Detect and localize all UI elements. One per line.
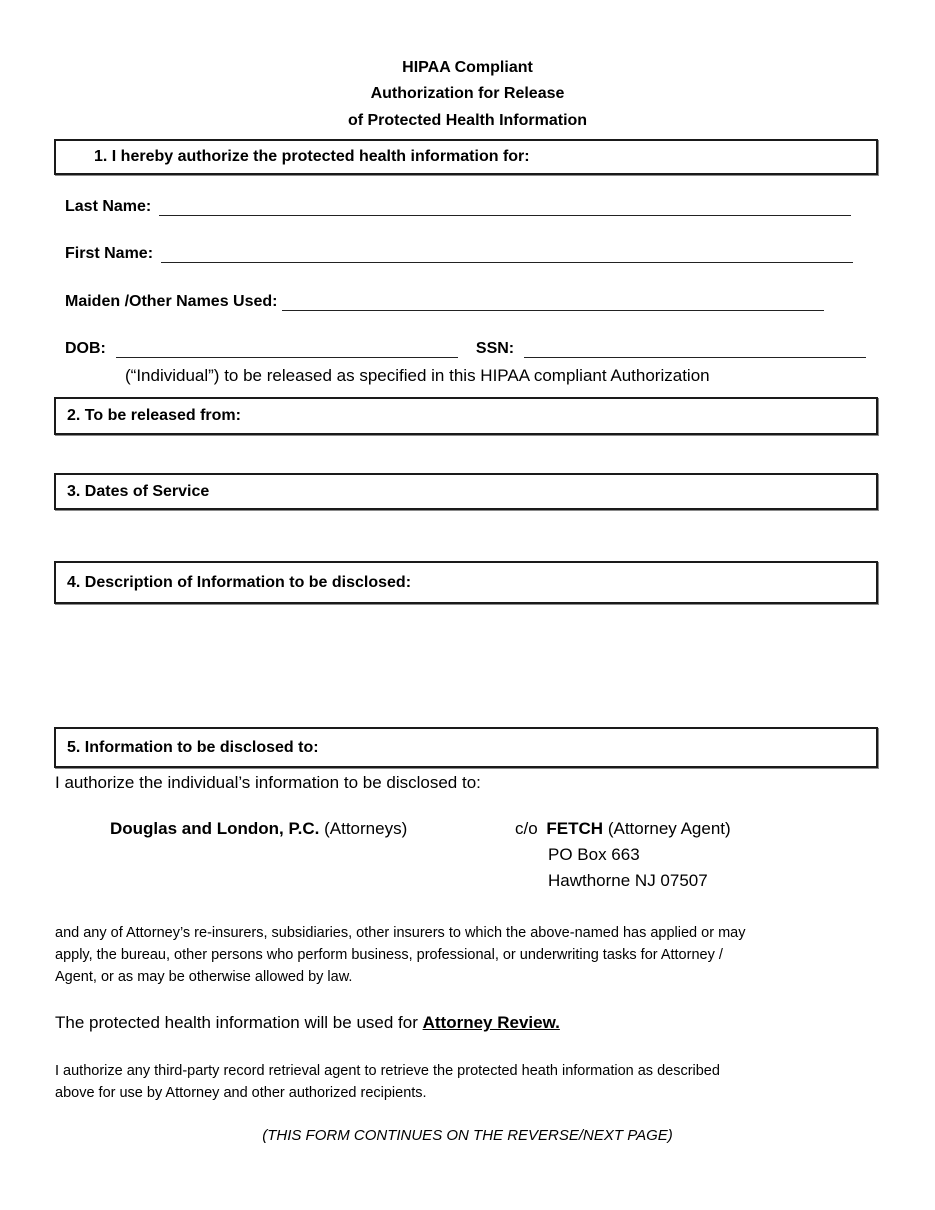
first-name-label: First Name: <box>65 245 154 262</box>
section-4-header <box>54 561 878 604</box>
purpose-statement <box>55 1013 560 1033</box>
ssn-field[interactable] <box>524 342 866 358</box>
maiden-name-field[interactable] <box>282 295 824 311</box>
section-2-header <box>54 397 878 435</box>
insurers-paragraph-line3: Agent, or as may be otherwise allowed by law. <box>55 969 353 985</box>
agent-address-line2: Hawthorne NJ 07507 <box>548 871 708 890</box>
purpose-value: Attorney Review. <box>422 1013 560 1032</box>
purpose-prefix: The protected health information will be used for <box>55 1013 423 1032</box>
dob-field[interactable] <box>116 342 458 358</box>
continues-note: (THIS FORM CONTINUES ON THE REVERSE/NEXT PAGE) <box>262 1127 673 1144</box>
section-4-heading: 4. Description of Information to be disclosed: <box>67 573 412 591</box>
dob-ssn-row <box>65 340 866 358</box>
section-5-header <box>54 727 878 768</box>
section-1-header <box>54 139 878 175</box>
section-5-heading: 5. Information to be disclosed to: <box>67 738 319 756</box>
third-party-line1: I authorize any third-party record retrieval agent to retrieve the protected heath information as described <box>55 1063 720 1079</box>
maiden-name-row <box>65 293 824 311</box>
section-3-heading: 3. Dates of Service <box>67 482 210 500</box>
form-title-line3: of Protected Health Information <box>347 112 588 129</box>
information-description-field[interactable] <box>54 608 878 723</box>
dob-label: DOB: <box>65 340 106 357</box>
insurers-paragraph-line2: apply, the bureau, other persons who perform business, professional, or underwriting tasks for Attorney / <box>55 947 723 963</box>
section-2-heading: 2. To be released from: <box>67 407 241 424</box>
section-3-header <box>54 473 878 510</box>
agent-name: FETCH <box>546 819 604 838</box>
maiden-name-label: Maiden /Other Names Used: <box>65 293 278 310</box>
last-name-row <box>65 198 851 216</box>
form-title-line2: Authorization for Release <box>370 85 565 102</box>
agent-role: (Attorney Agent) <box>607 819 731 838</box>
agent-block <box>515 819 731 839</box>
section-1-heading: 1. I hereby authorize the protected health information for: <box>94 148 530 165</box>
ssn-label: SSN: <box>475 340 515 357</box>
last-name-label: Last Name: <box>65 198 152 215</box>
agent-prefix: c/o <box>515 819 538 838</box>
recipient-role: (Attorneys) <box>324 819 408 838</box>
recipient-block <box>110 819 407 839</box>
dates-of-service-field[interactable] <box>54 513 878 557</box>
agent-address-line1: PO Box 663 <box>548 845 640 864</box>
last-name-field[interactable] <box>159 200 851 216</box>
insurers-paragraph-line1: and any of Attorney’s re-insurers, subsidiaries, other insurers to which the above-named has applied or may <box>55 925 746 941</box>
recipient-name: Douglas and London, P.C. <box>110 819 320 838</box>
individual-note: (“Individual”) to be released as specified in this HIPAA compliant Authorization <box>125 366 710 385</box>
disclosure-intro: I authorize the individual’s information to be disclosed to: <box>55 773 481 792</box>
first-name-row <box>65 245 853 263</box>
first-name-field[interactable] <box>161 247 853 263</box>
third-party-line2: above for use by Attorney and other authorized recipients. <box>55 1085 427 1101</box>
released-from-field[interactable] <box>54 438 878 470</box>
form-title-line1: HIPAA Compliant <box>402 59 533 76</box>
